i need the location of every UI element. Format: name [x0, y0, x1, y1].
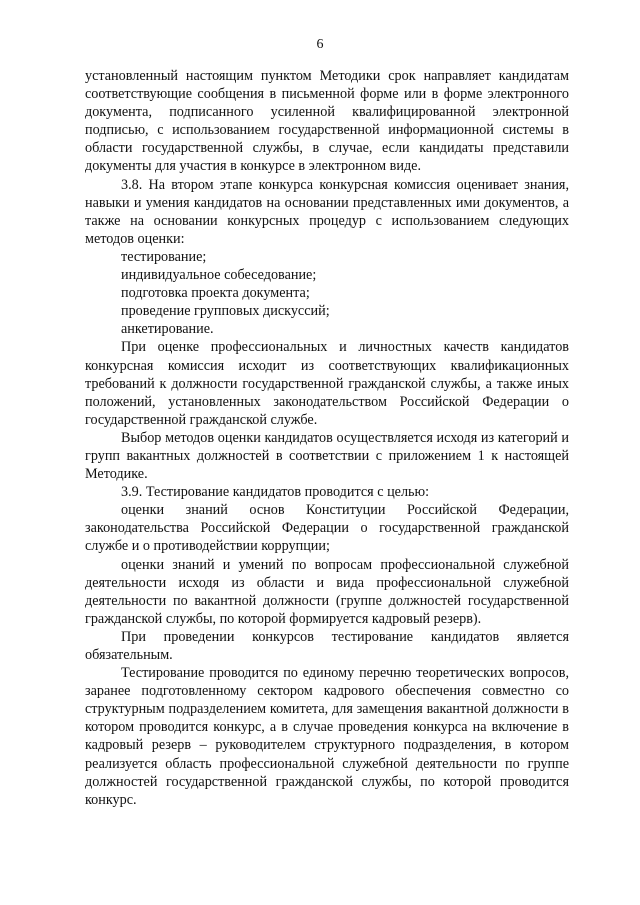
paragraph-continuation: установленный настоящим пунктом Методики срок направляет кандидатам соответствующие сообщения в письменной форме или в форме электронного документа, подписанного усиленной квалифицированной электронной подписью, с использованием государственной информационной системы в области государственной службы, в случае, если кандидаты представили документы для участия в конкурсе в электронном виде. — [85, 68, 569, 175]
method-item-interview: индивидуальное собеседование; — [121, 267, 317, 284]
method-item-questionnaire: анкетирование. — [121, 321, 214, 338]
method-item-draft-document: подготовка проекта документа; — [121, 285, 310, 302]
paragraph-mandatory-testing: При проведении конкурсов тестирование кандидатов является обязательным. — [85, 628, 569, 663]
paragraph-constitution-knowledge: оценки знаний основ Конституции Российской Федерации, законодательства Российской Федерации о государственной гражданской службе и о противодействии коррупции; — [85, 502, 569, 555]
page-number: 6 — [316, 37, 324, 52]
method-item-group-discussion: проведение групповых дискуссий; — [121, 303, 330, 320]
paragraph-testing-procedure: Тестирование проводится по единому перечню теоретических вопросов, заранее подготовленному сектором кадрового обеспечения совместно со структурным подразделением комитета, для замещения вакантной должности в котором проводится конкурс, а в случае проведения конкурса на включение в кадровый резерв – руководителем структурного подразделения, в котором реализуется область профессиональной служебной деятельности по группе должностей государственной гражданской службы, по которой проводится конкурс. — [85, 665, 569, 808]
document-body — [85, 67, 569, 809]
paragraph-3-8: 3.8. На втором этапе конкурса конкурсная комиссия оценивает знания, навыки и умения кандидатов на основании представленных ими документов, а также на основании конкурсных процедур с использованием следующих методов оценки: — [85, 176, 569, 247]
paragraph-method-choice: Выбор методов оценки кандидатов осуществляется исходя из категорий и групп вакантных должностей в соответствии с приложением 1 к настоящей Методике. — [85, 429, 569, 483]
paragraph-assessment: При оценке профессиональных и личностных качеств кандидатов конкурсная комиссия исходит из соответствующих квалификационных требований к должности государственной гражданской службы, а также иных положений, установленных законодательством Российской Федерации о государственной гражданской службе. — [85, 339, 569, 428]
paragraph-3-9: 3.9. Тестирование кандидатов проводится с целью: — [121, 484, 430, 501]
paragraph-professional-knowledge: оценки знаний и умений по вопросам профессиональной служебной деятельности исходя из области и вида профессиональной служебной деятельности по вакантной должности (группе должностей государственной гражданской службы, по которой формируется кадровый резерв). — [85, 556, 569, 627]
method-item-testing: тестирование; — [121, 248, 207, 265]
